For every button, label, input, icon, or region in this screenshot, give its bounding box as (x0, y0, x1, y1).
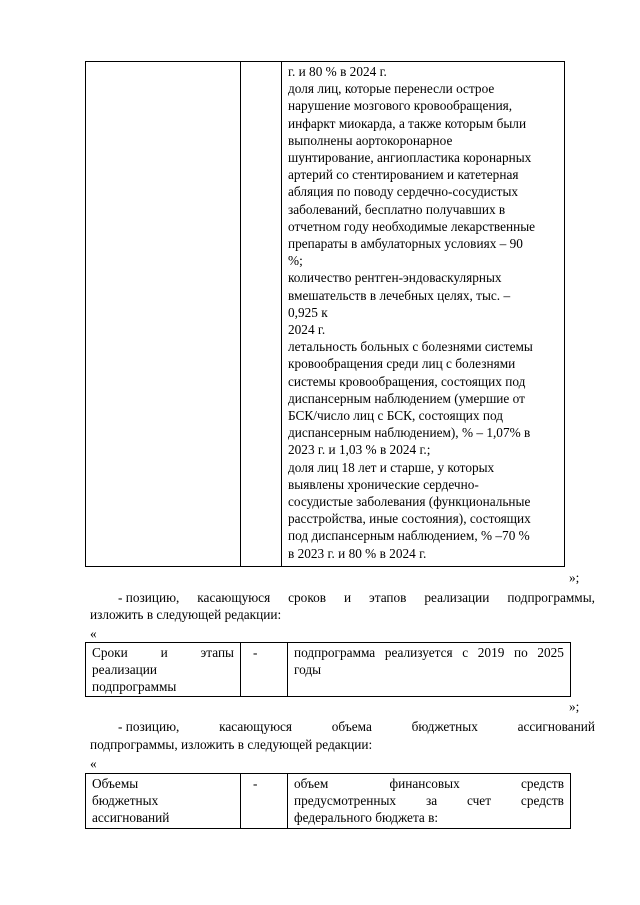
word: средств (520, 776, 564, 791)
word: 2025 (537, 645, 564, 660)
indicator-line: 2023 г. и 1,03 % в 2024 г.; (288, 442, 431, 458)
word: и (160, 645, 168, 660)
value-line (294, 792, 564, 809)
label-line: реализации (92, 662, 157, 678)
table-cell-label (86, 643, 241, 697)
indicator-line: под диспансерным наблюдением, % –70 % (288, 528, 530, 544)
label-line: бюджетных (92, 793, 159, 809)
word: подпрограммы, (507, 590, 595, 605)
indicator-line: сосудистые заболевания (функциональные (288, 494, 531, 510)
indicator-line: 0,925 к (288, 304, 328, 320)
paragraph-line: подпрограммы, изложить в следующей редакции: (90, 737, 373, 752)
indicator-line: препараты в амбулаторных условиях – 90 (288, 236, 523, 252)
paragraph-line (90, 589, 595, 606)
label-line (92, 644, 234, 661)
word: Сроки (92, 645, 128, 660)
word: счет (466, 793, 492, 809)
indicator-line: расстройства, иные состояния), состоящих (288, 511, 531, 527)
indicator-line: диспансерным наблюдением (умершие от (288, 390, 525, 406)
label-line: ассигнований (92, 810, 170, 826)
opening-quote: « (90, 626, 97, 641)
closing-quote: »; (569, 699, 580, 714)
table-cell-value (288, 774, 571, 829)
label-line: Объемы (92, 776, 139, 791)
table-cell-indicators (282, 62, 565, 567)
word: - позицию, (118, 719, 180, 734)
indicator-line: артерий со стентированием и катетерная (288, 167, 519, 183)
table-row (86, 62, 565, 567)
word: по (513, 645, 528, 660)
indicator-line: выполнены аортокоронарное (288, 132, 453, 148)
indicator-line: г. и 80 % в 2024 г. (288, 64, 387, 79)
indicator-line: летальность больных с болезнями системы (288, 339, 533, 355)
word: касающуюся (219, 719, 293, 734)
table-cell-dash: - (241, 643, 288, 697)
word: реализуется (384, 645, 453, 660)
indicator-line: системы кровообращения, состоящих под (288, 373, 526, 389)
indicator-line: %; (288, 253, 303, 269)
closing-quote: »; (569, 570, 580, 585)
opening-quote: « (90, 756, 97, 771)
table-cell-value (288, 643, 571, 697)
word: за (425, 793, 438, 809)
indicator-line: отчетном году необходимые лекарственные (288, 218, 536, 234)
table-cell-label (86, 62, 241, 567)
table-row (86, 643, 571, 697)
word: объема (331, 719, 372, 734)
indicator-line: в 2023 г. и 80 % в 2024 г. (288, 545, 427, 561)
word: предусмотренных (294, 793, 397, 809)
timeline-table (85, 642, 571, 697)
indicator-line: заболеваний, бесплатно получавших в (288, 201, 506, 217)
paragraph-line (90, 718, 595, 735)
word: этапов (369, 590, 407, 605)
word: средств (520, 793, 564, 809)
value-line (294, 644, 564, 661)
word: объем (294, 776, 329, 791)
paragraph-line: изложить в следующей редакции: (90, 607, 282, 622)
indicator-line: кровообращения среди лиц с болезнями (288, 356, 516, 372)
value-line: годы (294, 662, 322, 678)
word: касающуюся (197, 590, 271, 605)
indicator-line: абляция по поводу сердечно-сосудистых (288, 184, 519, 200)
indicator-line: выявлены хронические сердечно- (288, 476, 479, 492)
indicator-line: вмешательств в лечебных целях, тыс. – (288, 287, 511, 303)
value-line: федерального бюджета в: (294, 810, 439, 826)
indicator-line: доля лиц 18 лет и старше, у которых (288, 459, 495, 475)
table-row (86, 774, 571, 829)
indicator-line: 2024 г. (288, 322, 326, 338)
word: 2019 (477, 645, 505, 660)
label-line: подпрограммы (92, 679, 177, 695)
word: подпрограмма (294, 645, 376, 660)
word: бюджетных (411, 719, 478, 734)
budget-table (85, 773, 571, 829)
indicator-line: нарушение мозгового кровообращения, (288, 98, 513, 114)
indicator-line: БСК/число лиц с БСК, состоящих под (288, 408, 504, 424)
word: финансовых (389, 776, 460, 791)
value-line (294, 775, 564, 792)
word: сроков (288, 590, 327, 605)
word: реализации (424, 590, 490, 605)
word: и (343, 590, 352, 605)
indicator-line: шунтирование, ангиопластика коронарных (288, 150, 532, 166)
word: с (462, 645, 469, 660)
indicator-line: диспансерным наблюдением), % – 1,07% в (288, 425, 531, 441)
word: этапы (200, 645, 234, 660)
indicator-line: доля лиц, которые перенесли острое (288, 81, 495, 97)
indicator-line: инфаркт миокарда, а также которым были (288, 115, 527, 131)
table-cell-dash: - (241, 774, 288, 829)
table-cell-dash (241, 62, 282, 567)
word: - позицию, (118, 590, 180, 605)
table-cell-label (86, 774, 241, 829)
indicator-line: количество рентген-эндоваскулярных (288, 270, 502, 286)
word: ассигнований (517, 719, 595, 734)
indicators-table (85, 61, 565, 567)
